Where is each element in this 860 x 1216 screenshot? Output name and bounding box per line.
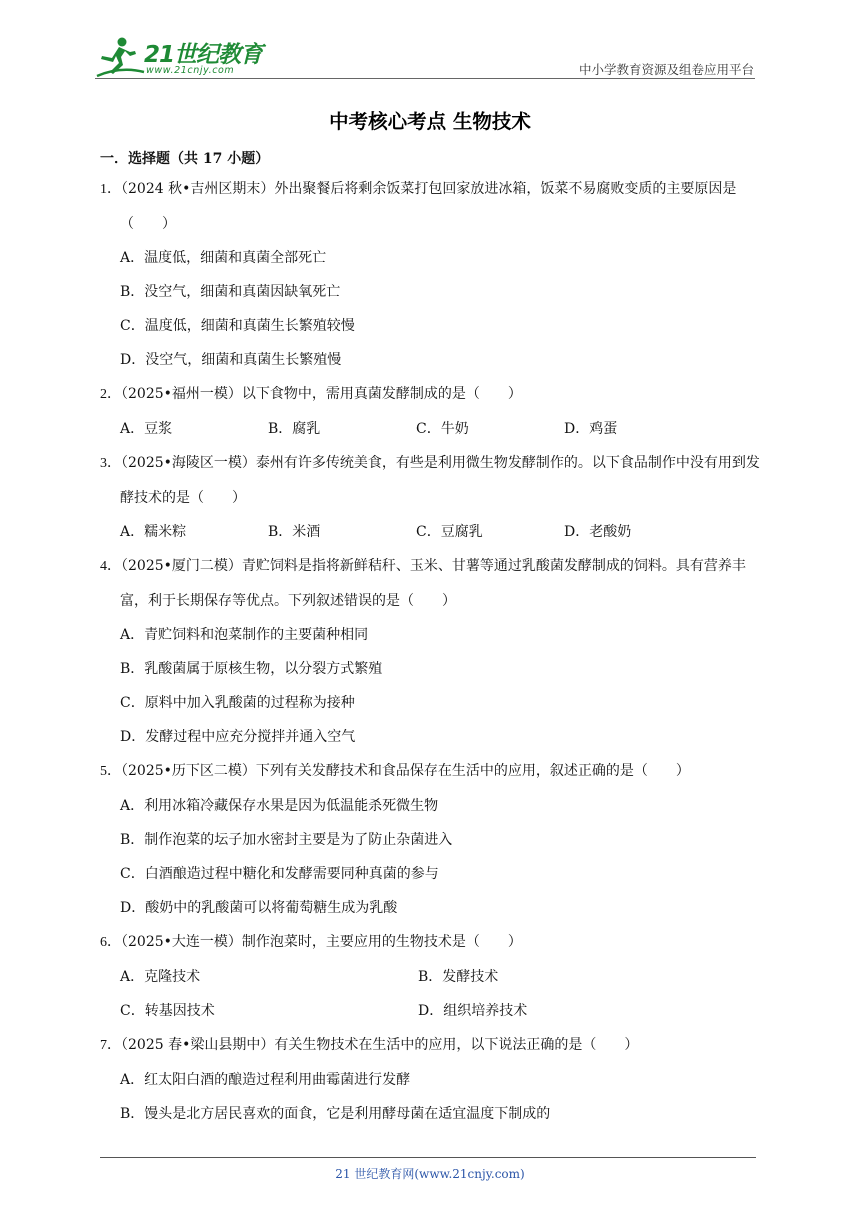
- option-a[interactable]: A．温度低，细菌和真菌全部死亡: [120, 250, 327, 266]
- option-d[interactable]: D．酸奶中的乳酸菌可以将葡萄糖生成为乳酸: [120, 900, 398, 916]
- option-b[interactable]: B．乳酸菌属于原核生物，以分裂方式繁殖: [120, 661, 383, 677]
- question-number: 5．: [100, 764, 121, 779]
- question-6: [100, 925, 765, 1028]
- option-a[interactable]: A．红太阳白酒的酿造过程利用曲霉菌进行发酵: [120, 1072, 411, 1088]
- option-row: [100, 960, 765, 994]
- option-row: [100, 994, 765, 1028]
- question-list: [100, 148, 765, 1131]
- question-stem: （2025 春•梁山县期中）有关生物技术在生活中的应用，以下说法正确的是（ ）: [121, 1037, 639, 1053]
- option-d[interactable]: D．组织培养技术: [418, 1003, 528, 1019]
- logo: [92, 36, 267, 80]
- question-text: [100, 446, 765, 515]
- page-footer[interactable]: 21 世纪教育网(www.21cnjy.com): [335, 1167, 525, 1181]
- option-c[interactable]: C．牛奶: [416, 421, 469, 437]
- section-heading: 一．选择题（共 17 小题）: [100, 151, 270, 167]
- question-stem: （2025•厦门二模）青贮饲料是指将新鲜秸秆、玉米、甘薯等通过乳酸菌发酵制成的饲料。具有营养丰富，利于长期保存等优点。下列叙述错误的是（ ）: [120, 558, 746, 609]
- question-stem: （2025•历下区二模）下列有关发酵技术和食品保存在生活中的应用，叙述正确的是（ ）: [121, 763, 690, 779]
- footer-divider: [100, 1157, 756, 1158]
- question-stem: （2024 秋•吉州区期末）外出聚餐后将剩余饭菜打包回家放进冰箱，饭菜不易腐败变质的主要原因是（ ）: [120, 181, 737, 232]
- question-text: [100, 754, 765, 789]
- question-stem: （2025•大连一模）制作泡菜时，主要应用的生物技术是（ ）: [121, 934, 522, 950]
- option-d[interactable]: D．发酵过程中应充分搅拌并通入空气: [120, 729, 356, 745]
- runner-logo-icon: [92, 36, 152, 80]
- logo-text: 21世纪教育: [144, 42, 263, 68]
- option-a[interactable]: A．豆浆: [120, 421, 173, 437]
- option-d[interactable]: D．鸡蛋: [564, 421, 618, 437]
- question-4: [100, 549, 765, 754]
- option-row: [100, 515, 765, 549]
- question-5: [100, 754, 765, 925]
- option-c[interactable]: C．豆腐乳: [416, 524, 483, 540]
- option-b[interactable]: B．制作泡菜的坛子加水密封主要是为了防止杂菌进入: [120, 832, 453, 848]
- header-divider: [95, 78, 755, 79]
- question-number: 2．: [100, 387, 121, 402]
- option-b[interactable]: B．腐乳: [268, 421, 321, 437]
- option-a[interactable]: A．利用冰箱冷藏保存水果是因为低温能杀死微生物: [120, 798, 439, 814]
- question-stem: （2025•福州一模）以下食物中，需用真菌发酵制成的是（ ）: [121, 386, 522, 402]
- question-number: 7．: [100, 1038, 121, 1053]
- question-number: 3．: [100, 456, 121, 471]
- question-7: [100, 1028, 765, 1131]
- page-header: [0, 0, 860, 90]
- question-text: [100, 925, 765, 960]
- option-a[interactable]: A．青贮饲料和泡菜制作的主要菌种相同: [120, 627, 369, 643]
- question-text: [100, 377, 765, 412]
- question-number: 4．: [100, 559, 121, 574]
- question-2: [100, 377, 765, 446]
- option-a[interactable]: A．克隆技术: [120, 969, 201, 985]
- question-3: [100, 446, 765, 549]
- option-c[interactable]: C．温度低，细菌和真菌生长繁殖较慢: [120, 318, 355, 334]
- question-number: 6．: [100, 935, 121, 950]
- question-text: [100, 1028, 765, 1063]
- option-a[interactable]: A．糯米粽: [120, 524, 187, 540]
- option-c[interactable]: C．原料中加入乳酸菌的过程称为接种: [120, 695, 355, 711]
- option-b[interactable]: B．米酒: [268, 524, 321, 540]
- question-text: [100, 549, 765, 618]
- logo-url: www.21cnjy.com: [146, 65, 235, 76]
- question-1: [100, 172, 765, 377]
- option-c[interactable]: C．白酒酿造过程中糖化和发酵需要同种真菌的参与: [120, 866, 439, 882]
- option-c[interactable]: C．转基因技术: [120, 1003, 215, 1019]
- option-b[interactable]: B．馒头是北方居民喜欢的面食，它是利用酵母菌在适宜温度下制成的: [120, 1106, 551, 1122]
- page-title: 中考核心考点 生物技术: [329, 110, 531, 133]
- option-b[interactable]: B．发酵技术: [418, 969, 499, 985]
- question-number: 1．: [100, 182, 121, 197]
- option-d[interactable]: D．老酸奶: [564, 524, 632, 540]
- question-text: [100, 172, 765, 241]
- option-row: [100, 412, 765, 446]
- platform-name: 中小学教育资源及组卷应用平台: [578, 62, 754, 77]
- question-stem: （2025•海陵区一模）泰州有许多传统美食，有些是利用微生物发酵制作的。以下食品制作中没有用到发酵技术的是（ ）: [120, 455, 760, 506]
- option-d[interactable]: D．没空气，细菌和真菌生长繁殖慢: [120, 352, 342, 368]
- option-b[interactable]: B．没空气，细菌和真菌因缺氧死亡: [120, 284, 341, 300]
